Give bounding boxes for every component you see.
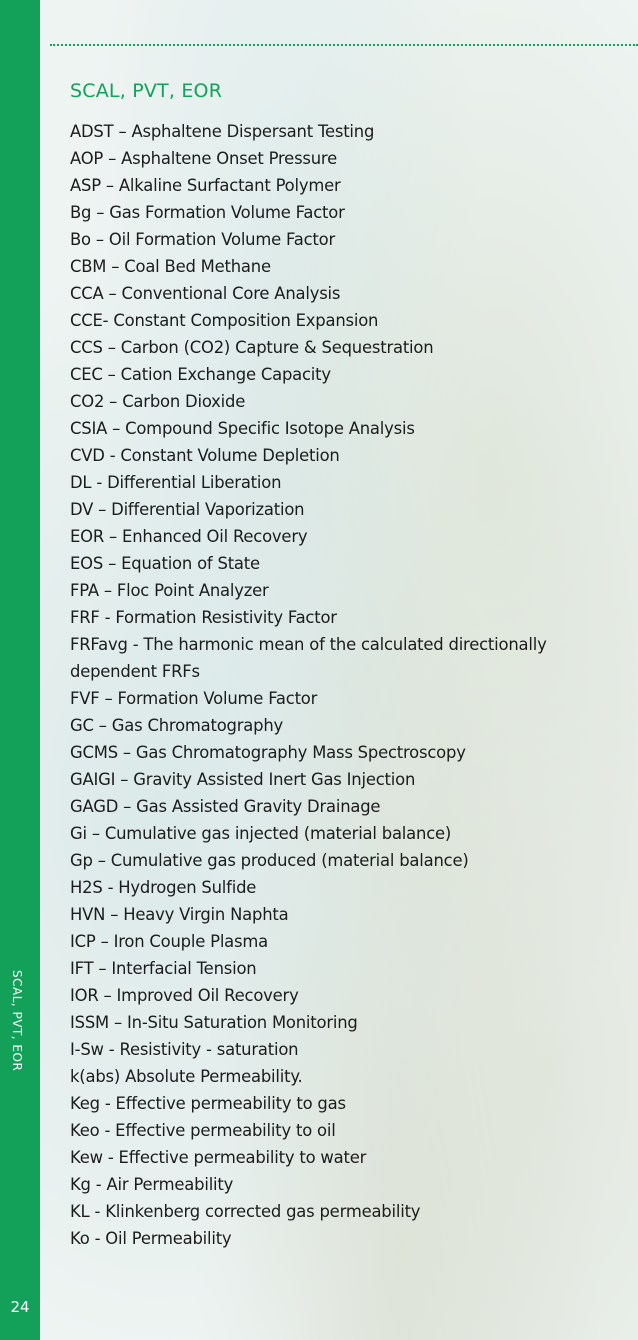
glossary-entry: EOS – Equation of State [70, 554, 260, 573]
glossary-entry: FRFavg - The harmonic mean of the calculated directionally dependent FRFs [70, 635, 547, 681]
glossary-entry: IOR – Improved Oil Recovery [70, 986, 299, 1005]
glossary-entry: ICP – Iron Couple Plasma [70, 932, 268, 951]
glossary-entry: Keo - Effective permeability to oil [70, 1121, 336, 1140]
glossary-entry: CEC – Cation Exchange Capacity [70, 365, 331, 384]
glossary-entry: CSIA – Compound Specific Isotope Analysis [70, 419, 415, 438]
glossary-entry: CVD - Constant Volume Depletion [70, 446, 340, 465]
dotted-divider [50, 44, 638, 46]
glossary-entry: k(abs) Absolute Permeability. [70, 1067, 303, 1086]
glossary-entry: H2S - Hydrogen Sulfide [70, 878, 257, 897]
glossary-entry: Kew - Effective permeability to water [70, 1148, 367, 1167]
glossary-entry: CBM – Coal Bed Methane [70, 257, 271, 276]
glossary-entry: ADST – Asphaltene Dispersant Testing [70, 122, 375, 141]
glossary-entry: CCA – Conventional Core Analysis [70, 284, 341, 303]
glossary-entry: KL - Klinkenberg corrected gas permeability [70, 1202, 421, 1221]
sidebar-section-label: SCAL, PVT, EOR [10, 970, 24, 1072]
glossary-list [70, 118, 618, 1252]
glossary-entry: Gi – Cumulative gas injected (material balance) [70, 824, 452, 843]
glossary-entry: DL - Differential Liberation [70, 473, 282, 492]
glossary-entry: Bg – Gas Formation Volume Factor [70, 203, 345, 222]
glossary-entry: I-Sw - Resistivity - saturation [70, 1040, 299, 1059]
glossary-entry: CO2 – Carbon Dioxide [70, 392, 246, 411]
glossary-entry: IFT – Interfacial Tension [70, 959, 257, 978]
glossary-entry: AOP – Asphaltene Onset Pressure [70, 149, 337, 168]
sidebar [0, 0, 40, 1340]
glossary-entry: GAIGI – Gravity Assisted Inert Gas Injection [70, 770, 416, 789]
glossary-entry: Bo – Oil Formation Volume Factor [70, 230, 335, 249]
glossary-entry: Keg - Effective permeability to gas [70, 1094, 346, 1113]
section-title: SCAL, PVT, EOR [70, 80, 223, 102]
glossary-entry: Gp – Cumulative gas produced (material balance) [70, 851, 469, 870]
page-number: 24 [10, 1298, 30, 1316]
glossary-entry: Kg - Air Permeability [70, 1175, 234, 1194]
glossary-entry: FRF - Formation Resistivity Factor [70, 608, 337, 627]
glossary-entry: HVN – Heavy Virgin Naphta [70, 905, 289, 924]
glossary-entry: GCMS – Gas Chromatography Mass Spectroscopy [70, 743, 466, 762]
glossary-entry: DV – Differential Vaporization [70, 500, 305, 519]
glossary-entry: FPA – Floc Point Analyzer [70, 581, 269, 600]
glossary-entry: Ko - Oil Permeability [70, 1229, 232, 1248]
glossary-entry: GC – Gas Chromatography [70, 716, 284, 735]
glossary-entry: EOR – Enhanced Oil Recovery [70, 527, 308, 546]
glossary-entry: CCS – Carbon (CO2) Capture & Sequestration [70, 338, 434, 357]
glossary-entry: ASP – Alkaline Surfactant Polymer [70, 176, 341, 195]
glossary-entry: GAGD – Gas Assisted Gravity Drainage [70, 797, 381, 816]
glossary-entry: ISSM – In-Situ Saturation Monitoring [70, 1013, 358, 1032]
glossary-entry: FVF – Formation Volume Factor [70, 689, 318, 708]
glossary-entry: CCE- Constant Composition Expansion [70, 311, 379, 330]
